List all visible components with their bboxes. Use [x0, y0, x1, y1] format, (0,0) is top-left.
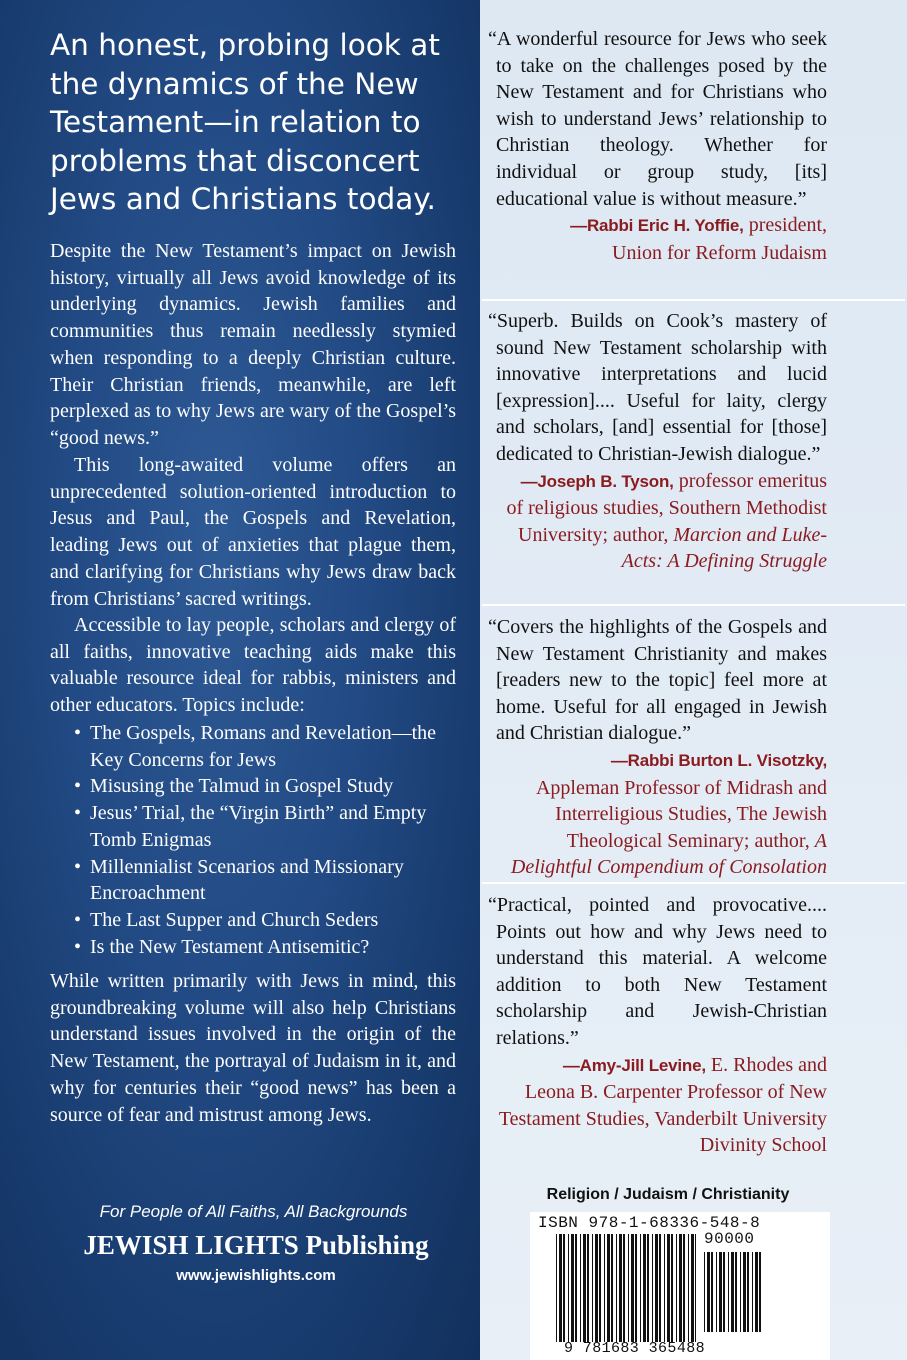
description-paragraph-2: This long-awaited volume offers an unprecedented solution-oriented introduction to Jesus and Paul, the Gospels and Revelation, leading Jews out of anxieties that plague them, and clarifying for Christians why Jews draw back from Christians’ sacred writings.	[50, 454, 456, 610]
barcode	[530, 1212, 830, 1360]
barcode-bar	[595, 1234, 598, 1342]
barcode-bar	[631, 1234, 634, 1342]
barcode-bar	[655, 1234, 658, 1342]
endorser-name: —Joseph B. Tyson,	[520, 471, 674, 491]
publisher-tagline: For People of All Faiths, All Backgrounds	[99, 1202, 408, 1221]
endorser-work: A Delightful Compendium of Consolation	[510, 829, 827, 879]
barcode-bar	[571, 1234, 574, 1342]
barcode-bar	[683, 1234, 685, 1342]
barcode-bar	[568, 1234, 569, 1342]
topic-item: • Is the New Testament Antisemitic?	[50, 934, 460, 961]
barcode-bar	[676, 1234, 677, 1342]
quote-text: “A wonderful resource for Jews who seek to take on the challenges posed by the New Testament and for Christians who wish to understand Jews’ relationship to Christian theology. Whether for individual or group study, [its] educational value is without measure.”	[488, 28, 827, 210]
barcode-bar	[563, 1234, 565, 1342]
barcode-bar	[743, 1252, 746, 1332]
barcode-bar	[691, 1234, 694, 1342]
barcode-bar	[604, 1234, 605, 1342]
barcode-bar	[728, 1252, 729, 1332]
quote-text: “Superb. Builds on Cook’s mastery of sound New Testament scholarship with innovative interpretations and lucid [expression].... Useful for laity, clergy and scholars, [and] essential for [those] dedicated to Christian-Jewish dialogue.”	[488, 310, 827, 465]
endorser-affiliation: of religious studies, Southern Methodist University; author,	[506, 497, 827, 546]
barcode-bar	[580, 1234, 581, 1342]
barcode-bar	[695, 1234, 696, 1342]
barcode-bar	[723, 1252, 725, 1332]
isbn-text: ISBN 978-1-68336-548-8	[538, 1214, 761, 1232]
quote-attribution	[496, 468, 827, 575]
barcode-bar	[711, 1252, 713, 1332]
barcode-digits: 9 781683 365488	[564, 1340, 706, 1357]
endorser-work: Marcion and Luke-Acts: A Defining Struggle	[621, 523, 827, 573]
barcode-bar	[575, 1234, 577, 1342]
endorser-affiliation: Union for Reform Judaism	[612, 241, 827, 264]
barcode-bar	[704, 1252, 705, 1332]
barcode-bar	[599, 1234, 601, 1342]
barcode-bar	[652, 1234, 653, 1342]
barcode-bar	[607, 1234, 610, 1342]
quote-attribution	[496, 747, 827, 881]
description-paragraph-3: Accessible to lay people, scholars and clergy of all faiths, innovative teaching aids make this valuable resource ideal for rabbis, ministers and other educators. Topics include:	[50, 614, 456, 717]
endorser-name: —Rabbi Burton L. Visotzky,	[610, 750, 827, 770]
divider	[482, 882, 905, 884]
barcode-bar	[735, 1252, 737, 1332]
endorsement-quote-2	[488, 308, 827, 575]
barcode-bar	[755, 1252, 758, 1332]
barcode-bar	[759, 1252, 761, 1332]
endorsement-quote-3	[488, 614, 827, 881]
quote-attribution	[496, 1052, 827, 1159]
barcode-bar	[583, 1234, 586, 1342]
topic-item: • Misusing the Talmud in Gospel Study	[50, 773, 460, 800]
category-label: Religion / Judaism / Christianity	[546, 1186, 790, 1203]
endorser-title: president,	[743, 214, 827, 237]
endorsement-quote-1	[488, 26, 827, 266]
barcode-bar	[667, 1234, 670, 1342]
quote-text: “Practical, pointed and provocative.... Points out how and why Jews need to understand this material. A welcome addition to both New Testament scholarship and Jewish-Christian relations.”	[488, 894, 827, 1049]
description-paragraph-1: Despite the New Testament’s impact on Jewish history, virtually all Jews avoid knowledge of its underlying dynamics. Jewish families and communities thus remain needlessly stymied when responding to a deeply Christian culture. Their Christian friends, meanwhile, are left perplexed as to why Jews are wary of the Gospel’s “good news.”	[50, 240, 456, 449]
endorser-affiliation: Appleman Professor of Midrash and Interreligious Studies, The Jewish Theological Seminary; author,	[535, 776, 827, 852]
endorser-affiliation: Leona B. Carpenter Professor of New Testament Studies, Vanderbilt University Divinity School	[498, 1081, 827, 1157]
barcode-bar	[619, 1234, 622, 1342]
barcode-bar	[716, 1252, 717, 1332]
endorsement-quote-4	[488, 892, 827, 1159]
divider	[482, 604, 905, 606]
quote-text: “Covers the highlights of the Gospels and New Testament Christianity and makes [readers new to the topic] feel more at home. Useful for all engaged in Jewish and Christian dialogue.”	[488, 616, 827, 745]
endorser-title: E. Rhodes and	[705, 1053, 827, 1076]
headline: An honest, probing look at the dynamics of the New Testament—in relation to problems that disconcert Jews and Christians today.	[50, 28, 440, 217]
endorser-name: —Amy-Jill Levine,	[562, 1055, 706, 1075]
barcode-bar	[556, 1234, 557, 1342]
barcode-bar	[640, 1234, 641, 1342]
topic-item: • Millennialist Scenarios and Missionary Encroachment	[50, 854, 460, 907]
barcode-bar	[740, 1252, 741, 1332]
barcode-bar	[611, 1234, 613, 1342]
topics-list	[50, 720, 460, 960]
barcode-bar	[719, 1252, 722, 1332]
barcode-bar	[623, 1234, 625, 1342]
barcode-bars	[530, 1212, 830, 1360]
barcode-bar	[647, 1234, 649, 1342]
barcode-bar	[616, 1234, 617, 1342]
barcode-bar	[587, 1234, 589, 1342]
barcode-bar	[731, 1252, 734, 1332]
barcode-bar	[628, 1234, 629, 1342]
price-code: 90000	[704, 1230, 755, 1248]
barcode-bar	[707, 1252, 710, 1332]
barcode-bar	[688, 1234, 689, 1342]
topic-item: • Jesus’ Trial, the “Virgin Birth” and Empty Tomb Enigmas	[50, 800, 460, 853]
barcode-bar	[592, 1234, 593, 1342]
publisher-website: www.jewishlights.com	[176, 1267, 336, 1284]
description-paragraph-4: While written primarily with Jews in mind, this groundbreaking volume will also help Christians understand issues involved in the origin of the New Testament, the portrayal of Judaism in it, and why for centuries their “good news” has been a source of fear and mistrust among Jews.	[50, 970, 456, 1126]
barcode-bar	[747, 1252, 749, 1332]
divider	[482, 299, 905, 301]
topic-item: • The Last Supper and Church Seders	[50, 907, 460, 934]
publisher-name: JEWISH LIGHTS Publishing	[83, 1230, 429, 1260]
barcode-bar	[559, 1234, 562, 1342]
endorser-name: —Rabbi Eric H. Yoffie,	[570, 216, 744, 236]
barcode-bar	[659, 1234, 661, 1342]
quote-attribution	[496, 212, 827, 266]
barcode-bar	[643, 1234, 646, 1342]
barcode-bar	[664, 1234, 665, 1342]
barcode-bar	[679, 1234, 682, 1342]
barcode-bar	[635, 1234, 637, 1342]
endorser-title: professor emeritus	[673, 469, 827, 492]
barcode-bar	[752, 1252, 753, 1332]
barcode-bar	[671, 1234, 673, 1342]
topic-item: • The Gospels, Romans and Revelation—the Key Concerns for Jews	[50, 720, 460, 773]
